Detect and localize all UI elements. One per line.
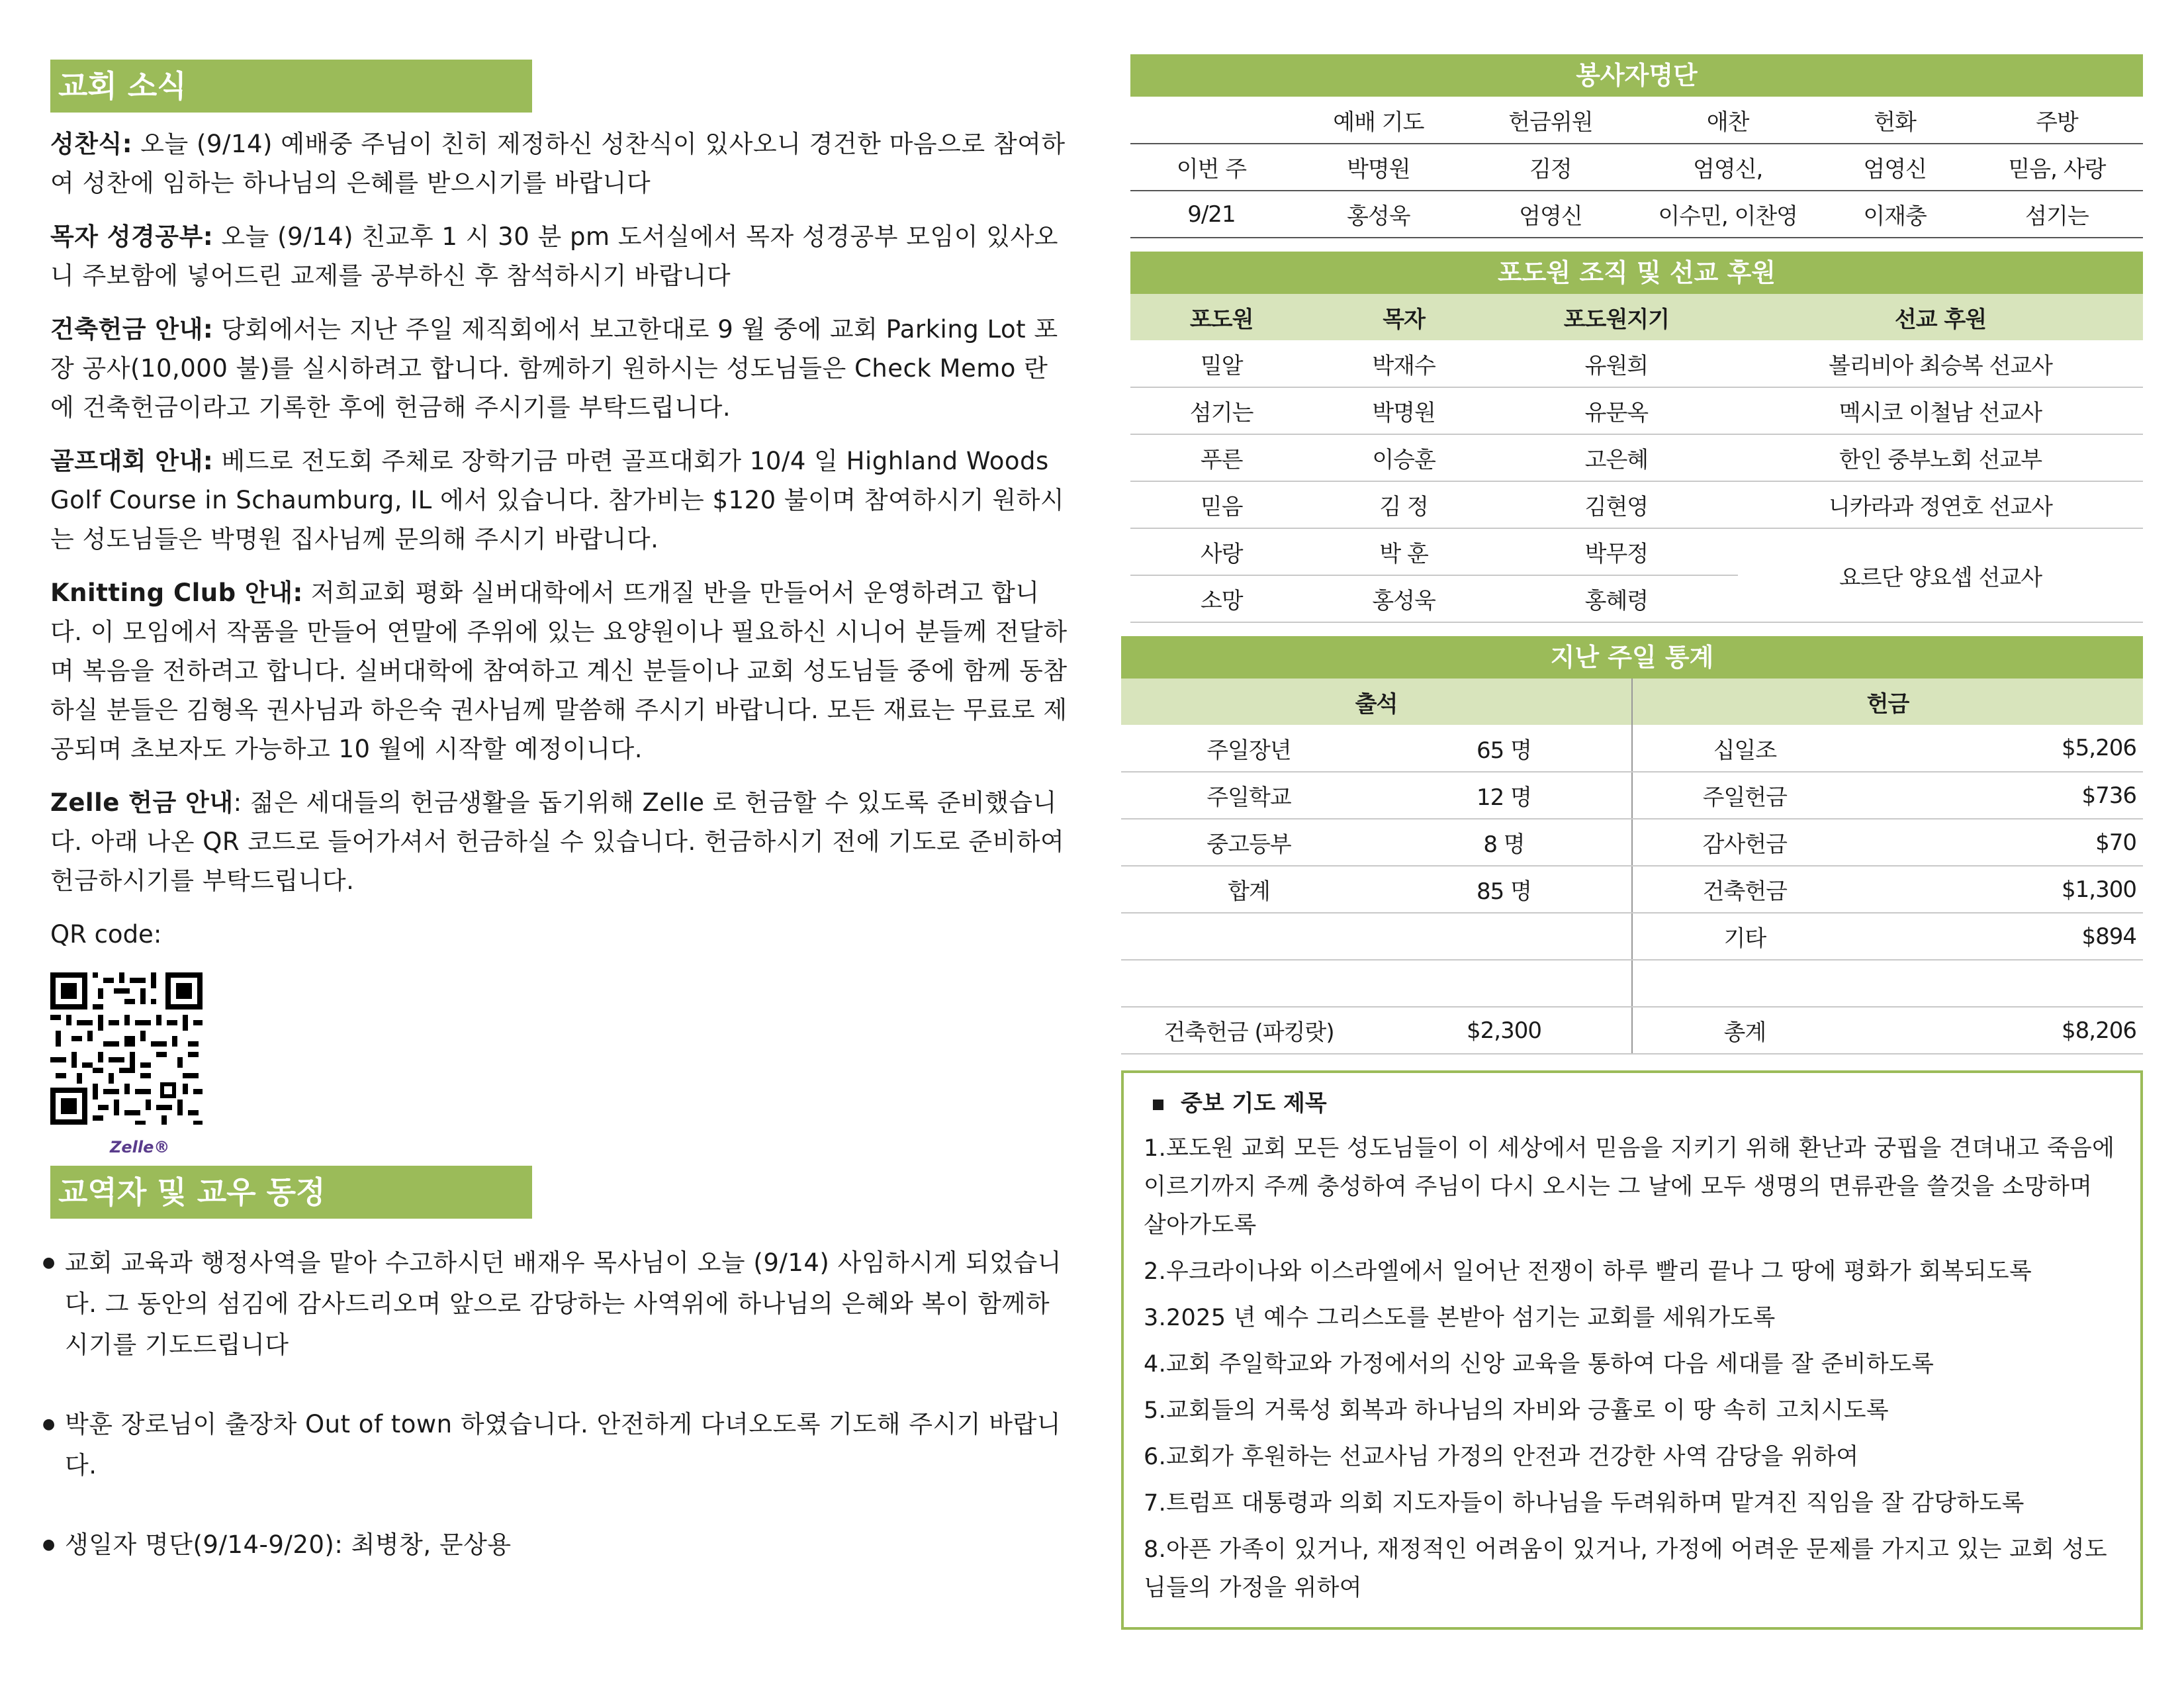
table-cell: 멕시코 이철남 선교사: [1738, 387, 2143, 434]
volunteers-title: 봉사자명단: [1130, 54, 2143, 97]
table-cell: 볼리비아 최승복 선교사: [1738, 340, 2143, 387]
table-cell: 건축헌금: [1632, 866, 1857, 913]
table-row: [1121, 1007, 2143, 1054]
table-cell: 이수민, 이찬영: [1637, 191, 1819, 238]
stats-title: 지난 주일 통계: [1121, 636, 2143, 679]
table-cell: 박명원: [1293, 144, 1465, 191]
table-cell: 김현영: [1495, 481, 1738, 528]
table-cell: $894: [1857, 913, 2143, 960]
prayer-item: 5.교회들의 거룩성 회복과 하나님의 자비와 긍휼로 이 땅 속히 고치시도록: [1144, 1397, 1889, 1424]
prayer-title-text: 중보 기도 제목: [1181, 1090, 1327, 1117]
table-header-cell: 선교 후원: [1738, 294, 2143, 340]
table-row: [1121, 819, 2143, 866]
news-item-golf: [50, 442, 1069, 559]
table-cell: 섬기는: [1971, 191, 2143, 238]
table-cell: 홍혜령: [1495, 575, 1738, 622]
news-item-label: Zelle 헌금 안내: [50, 788, 234, 817]
table-row: [1130, 528, 2143, 575]
stats-table: [1121, 679, 2143, 1055]
table-cell: [1121, 960, 1377, 1007]
news-item-building-fund: [50, 310, 1069, 427]
table-header-row: [1130, 294, 2143, 340]
table-cell: 건축헌금 (파킹랏): [1121, 1007, 1377, 1054]
news-section-title: 교회 소식: [50, 60, 532, 113]
table-cell: 유문옥: [1495, 387, 1738, 434]
table-cell: $70: [1857, 819, 2143, 866]
news-item-knitting: [50, 573, 1069, 769]
pastor-section-title: 교역자 및 교우 동정: [50, 1166, 532, 1219]
table-cell: 푸른: [1130, 434, 1312, 481]
table-header-cell: 헌금위원: [1465, 97, 1637, 144]
table-header-cell: 헌화: [1819, 97, 1971, 144]
table-header-row: [1130, 97, 2143, 144]
table-row: [1130, 191, 2143, 238]
table-row: [1130, 387, 2143, 434]
volunteers-table: [1130, 97, 2143, 238]
table-header-cell: 목자: [1312, 294, 1494, 340]
table-cell: 총계: [1632, 1007, 1857, 1054]
table-cell: 믿음, 사랑: [1971, 144, 2143, 191]
table-cell: 김 정: [1312, 481, 1494, 528]
table-cell: 8 명: [1377, 819, 1632, 866]
table-header-cell: 예배 기도: [1293, 97, 1465, 144]
table-cell: 65 명: [1377, 725, 1632, 772]
news-item-label: 골프대회 안내:: [50, 447, 214, 475]
grape-title: 포도원 조직 및 선교 후원: [1130, 252, 2143, 294]
table-cell: 홍성욱: [1293, 191, 1465, 238]
table-cell: 주일학교: [1121, 772, 1377, 819]
table-cell: 9/21: [1130, 191, 1293, 238]
table-header-row: [1121, 679, 2143, 725]
grape-table: [1130, 294, 2143, 623]
table-cell: 중고등부: [1121, 819, 1377, 866]
zelle-logo: Zelle®: [110, 1138, 170, 1156]
pastor-news-item: ● 박훈 장로님이 출장차 Out of town 하였습니다. 안전하게 다녀오도록 기도해 주시기 바랍니다.: [50, 1404, 1069, 1486]
table-cell: 기타: [1632, 913, 1857, 960]
table-cell: [1377, 913, 1632, 960]
table-cell: 박 훈: [1312, 528, 1494, 575]
table-cell: $2,300: [1377, 1007, 1632, 1054]
table-cell: 이승훈: [1312, 434, 1494, 481]
news-item-bible-study: [50, 217, 1069, 295]
left-column: [50, 60, 1069, 1566]
offering-header: 헌금: [1632, 679, 2143, 725]
news-item-label: 건축헌금 안내:: [50, 315, 214, 344]
table-cell: 고은혜: [1495, 434, 1738, 481]
table-header-cell: [1130, 97, 1293, 144]
news-item-text: 오늘 (9/14) 친교후 1 시 30 분 pm 도서실에서 목자 성경공부 모임이 있사오니 주보함에 넣어드린 교제를 공부하신 후 참석하시기 바랍니다: [50, 222, 1058, 290]
pastor-news-item: ● 교회 교육과 행정사역을 맡아 수고하시던 배재우 목사님이 오늘 (9/14) 사임하시게 되었습니다. 그 동안의 섬김에 감사드리오며 앞으로 감당하는 사역위에 하나님의 은혜와 복이 함께하시기를 기도드립니다: [50, 1243, 1069, 1366]
table-cell: [1857, 960, 2143, 1007]
table-row: [1121, 913, 2143, 960]
news-item-text: 베드로 전도회 주체로 장학기금 마련 골프대회가 10/4 일 Highland Woods Golf Course in Schaumburg, IL 에서 있습니다. 참가비는 $120 불이며 참여하시기 원하시는 성도님들은 박명원 집사님께 문의해 주시기 바랍니다.: [50, 447, 1065, 553]
birthday-list: ● 생일자 명단(9/14-9/20): 최병창, 문상용: [50, 1524, 1069, 1566]
table-row: [1130, 340, 2143, 387]
table-cell: 김정: [1465, 144, 1637, 191]
table-cell: 엄영신: [1819, 144, 1971, 191]
table-cell: 엄영신,: [1637, 144, 1819, 191]
table-cell: 믿음: [1130, 481, 1312, 528]
news-item-text: : 젊은 세대들의 헌금생활을 돕기위해 Zelle 로 헌금할 수 있도록 준비했습니다. 아래 나온 QR 코드로 들어가셔서 헌금하실 수 있습니다. 헌금하시기 전에 기도로 준비하여 헌금하시기를 부탁드립니다.: [50, 788, 1065, 895]
table-header-cell: 포도원: [1130, 294, 1312, 340]
prayer-item: 4.교회 주일학교와 가정에서의 신앙 교육을 통하여 다음 세대를 잘 준비하도록: [1144, 1351, 1934, 1378]
table-cell: [1121, 913, 1377, 960]
qr-label: QR code:: [50, 920, 162, 949]
table-cell: 이번 주: [1130, 144, 1293, 191]
table-cell: [1377, 960, 1632, 1007]
table-cell: 사랑: [1130, 528, 1312, 575]
table-cell: 85 명: [1377, 866, 1632, 913]
table-row: [1130, 481, 2143, 528]
table-cell: 소망: [1130, 575, 1312, 622]
table-row: [1121, 866, 2143, 913]
qr-code-graphic: [50, 972, 203, 1125]
table-row: [1121, 960, 2143, 1007]
attendance-header: 출석: [1121, 679, 1632, 725]
table-row: [1130, 144, 2143, 191]
news-item-text: 저희교회 평화 실버대학에서 뜨개질 반을 만들어서 운영하려고 합니다. 이 모임에서 작품을 만들어 연말에 주위에 있는 요양원이나 필요하신 시니어 분들께 전달하며 복음을 전하려고 합니다. 실버대학에 참여하고 계신 분들이나 교회 성도님들 중에 함께 동참하실 분들은 김형옥 권사님과 하은숙 권사님께 말씀해 주시기 바랍니다. 모든 재료는 무료로 제공되며 초보자도 가능하고 10 월에 시작할 예정이니다.: [50, 579, 1068, 763]
table-header-cell: 애찬: [1637, 97, 1819, 144]
prayer-item: 8.아픈 가족이 있거나, 재정적인 어려움이 있거나, 가정에 어려운 문제를 가지고 있는 교회 성도님들의 가정을 위하여: [1144, 1536, 2108, 1601]
table-cell: 엄영신: [1465, 191, 1637, 238]
prayer-item: 1.포도원 교회 모든 성도님들이 이 세상에서 믿음을 지키기 위해 환난과 궁핍을 견뎌내고 죽음에 이르기까지 주께 충성하여 주님이 다시 오시는 그 날에 모두 생명의 면류관을 쓸것을 소망하며 살아가도록: [1144, 1135, 2115, 1239]
news-item-text: 오늘 (9/14) 예배중 주님이 친히 제정하신 성찬식이 있사오니 경건한 마음으로 참여하여 성찬에 임하는 하나님의 은혜를 받으시기를 바랍니다: [50, 130, 1066, 197]
news-item-label: 성찬식:: [50, 130, 133, 158]
table-header-cell: 포도원지기: [1495, 294, 1738, 340]
table-cell: 섬기는: [1130, 387, 1312, 434]
table-cell: 합계: [1121, 866, 1377, 913]
qr-code[interactable]: [50, 972, 203, 1125]
table-cell: 박명원: [1312, 387, 1494, 434]
prayer-title: [1153, 1085, 2116, 1117]
news-item-label: 목자 성경공부:: [50, 222, 214, 251]
square-bullet-icon: [1153, 1100, 1163, 1110]
table-cell: 십일조: [1632, 725, 1857, 772]
table-cell: $1,300: [1857, 866, 2143, 913]
table-cell: 주일헌금: [1632, 772, 1857, 819]
prayer-item: 2.우크라이나와 이스라엘에서 일어난 전쟁이 하루 빨리 끝나 그 땅에 평화가 회복되도록: [1144, 1258, 2032, 1285]
table-cell: 한인 중부노회 선교부: [1738, 434, 2143, 481]
table-cell: $5,206: [1857, 725, 2143, 772]
table-cell: 유원희: [1495, 340, 1738, 387]
table-cell: $8,206: [1857, 1007, 2143, 1054]
news-item-zelle: [50, 783, 1069, 900]
table-cell: 밀알: [1130, 340, 1312, 387]
table-cell: 박재수: [1312, 340, 1494, 387]
table-cell: 니카라과 정연호 선교사: [1738, 481, 2143, 528]
table-cell-merged: 요르단 양요셉 선교사: [1738, 528, 2143, 622]
table-cell: 주일장년: [1121, 725, 1377, 772]
table-cell: 이재충: [1819, 191, 1971, 238]
prayer-item: 3.2025 년 예수 그리스도를 본받아 섬기는 교회를 세워가도록: [1144, 1305, 1776, 1331]
table-row: [1121, 725, 2143, 772]
news-item-communion: [50, 124, 1069, 203]
table-row: [1121, 772, 2143, 819]
table-cell: 박무정: [1495, 528, 1738, 575]
prayer-item: 7.트럼프 대통령과 의회 지도자들이 하나님을 두려워하며 맡겨진 직임을 잘 감당하도록: [1144, 1490, 2025, 1517]
table-cell: 감사헌금: [1632, 819, 1857, 866]
table-cell: $736: [1857, 772, 2143, 819]
news-item-text: 당회에서는 지난 주일 제직회에서 보고한대로 9 월 중에 교회 Parking Lot 포장 공사(10,000 불)를 실시하려고 합니다. 함께하기 원하시는 성도님들은 Check Memo 란에 건축헌금이라고 기록한 후에 헌금해 주시기를 부탁드립니다.: [50, 315, 1058, 422]
table-header-cell: 주방: [1971, 97, 2143, 144]
news-item-label: Knitting Club 안내:: [50, 579, 303, 607]
table-cell: [1632, 960, 1857, 1007]
right-column: [1130, 54, 2143, 1630]
table-cell: 12 명: [1377, 772, 1632, 819]
table-row: [1130, 434, 2143, 481]
prayer-item: 6.교회가 후원하는 선교사님 가정의 안전과 건강한 사역 감당을 위하여: [1144, 1444, 1859, 1470]
prayer-box: [1121, 1070, 2143, 1630]
table-cell: 홍성욱: [1312, 575, 1494, 622]
